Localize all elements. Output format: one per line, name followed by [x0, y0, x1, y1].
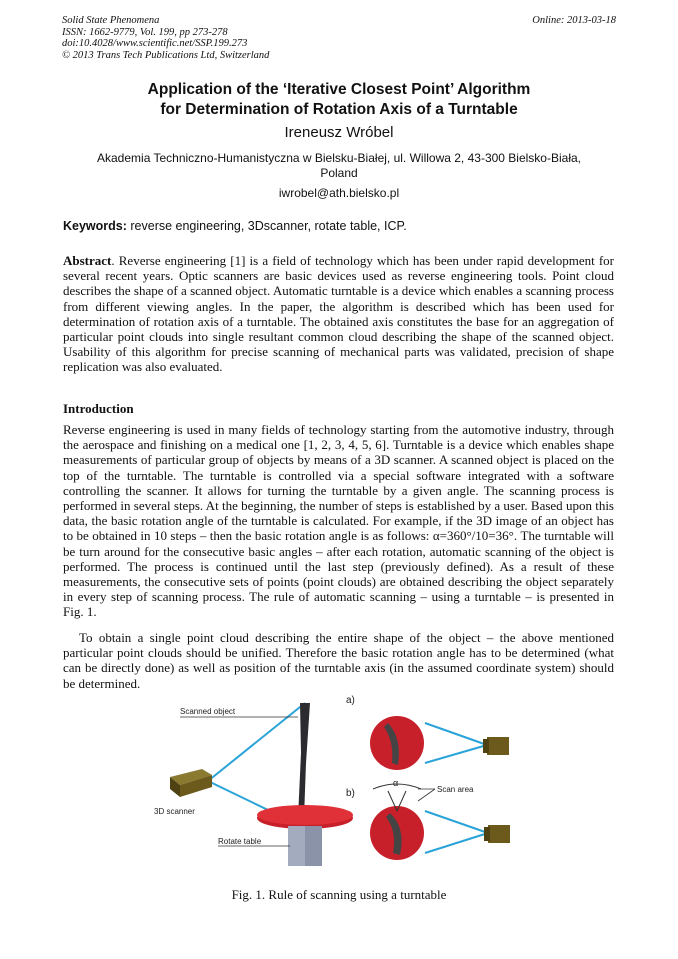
scan-area-b [370, 806, 424, 860]
label-alpha: α [393, 778, 399, 788]
abstract [63, 253, 614, 375]
label-scan-area: Scan area [437, 785, 474, 794]
intro-paragraph-2: To obtain a single point cloud describing the entire shape of the object – the above mentioned particular point clouds should be unified. Therefore the basic rotation angle has to be determined (what can be directly done) as well as position of the turntable axis (in the assumed coordinate system) should be determined. [63, 630, 614, 691]
scanner-device [170, 769, 212, 797]
title-line-2: for Determination of Rotation Axis of a Turntable [160, 101, 518, 118]
label-scanner: 3D scanner [154, 807, 195, 816]
author: Ireneusz Wróbel [284, 124, 394, 141]
scanned-object-shape [298, 703, 310, 818]
copyright: © 2013 Trans Tech Publications Ltd, Switzerland [62, 49, 270, 61]
scan-beams [208, 703, 488, 853]
scan-area-a [370, 716, 424, 770]
keywords [63, 219, 407, 233]
keywords-text: reverse engineering, 3Dscanner, rotate table, ICP. [126, 219, 407, 233]
turntable-shape [257, 805, 353, 866]
scanner-small-a [483, 737, 509, 755]
title-line-1: Application of the ‘Iterative Closest Point’ Algorithm [147, 81, 531, 98]
label-a: a) [346, 695, 355, 706]
scanner-small-b [484, 825, 510, 843]
doi: doi:10.4028/www.scientific.net/SSP.199.273 [62, 38, 248, 49]
affiliation: Akademia Techniczno-Humanistyczna w Bielsku-Białej, ul. Willowa 2, 43-300 Bielsko-Biała, Poland [97, 151, 581, 180]
paper-title [0, 80, 678, 120]
label-scanned-object: Scanned object [180, 707, 236, 716]
email: iwrobel@ath.bielsko.pl [278, 186, 400, 200]
issn: ISSN: 1662-9779, Vol. 199, pp 273-278 [62, 26, 228, 38]
label-rotate-table: Rotate table [218, 837, 262, 846]
journal-header [62, 15, 269, 61]
figure-1 [140, 693, 540, 878]
online-date: Online: 2013-03-18 [532, 15, 616, 26]
abstract-label: Abstract [63, 253, 112, 268]
keywords-label: Keywords: [63, 219, 127, 233]
abstract-text: . Reverse engineering [1] is a field of technology which has been under rapid development for several recent years. Optic scanners are basic devices used as reverse engineering tools. Point cloud describes the shape of a scanned object. Automatic turntable is a device which enables a scanning process from different viewing angles. In the paper, the algorithm is described which has been used for determination of rotation axis of a turntable. The obtained axis constitutes the base for an aggregation of particular point clouds into single resultant common cloud describing the shape of the scanned object. Usability of this algorithm for precise scanning of mechanical parts was validated, precision of shape replication was also evaluated. [63, 253, 614, 375]
journal-name: Solid State Phenomena [62, 15, 160, 26]
figure-caption: Fig. 1. Rule of scanning using a turntable [231, 887, 447, 902]
label-b: b) [346, 788, 355, 799]
introduction-heading: Introduction [63, 401, 134, 416]
intro-paragraph-1: Reverse engineering is used in many fields of technology starting from the automotive industry, through the aerospace and finishing on a medical one [1, 2, 3, 4, 5, 6]. Turntable is a device which enables shape measurements of particular group of objects by means of a 3D scanner. A scanned object is placed on the top of the turntable. The turntable is controlled via a special software integrated with a software controlling the scanner. It allows for turning the turntable by a given angle. The scanning process is performed in several steps. At the beginning, the number of steps is established by a user. Based upon this data, the basic rotation angle of the turntable is calculated. For example, if the 3D image of an object has to be obtained in 10 steps – then the basic rotation angle is as follows: α=360°/10=36°. The turntable will be turn around for the consecutive basic angles – after each rotation, automatic scanning of the object is performed. The process is continued until the last step (previously defined). As a result of these measurements, the consecutive sets of points (point clouds) are obtained describing the object separately in every step of scanning process. The rule of automatic scanning – using a turntable – is presented in Fig. 1. [63, 422, 614, 620]
